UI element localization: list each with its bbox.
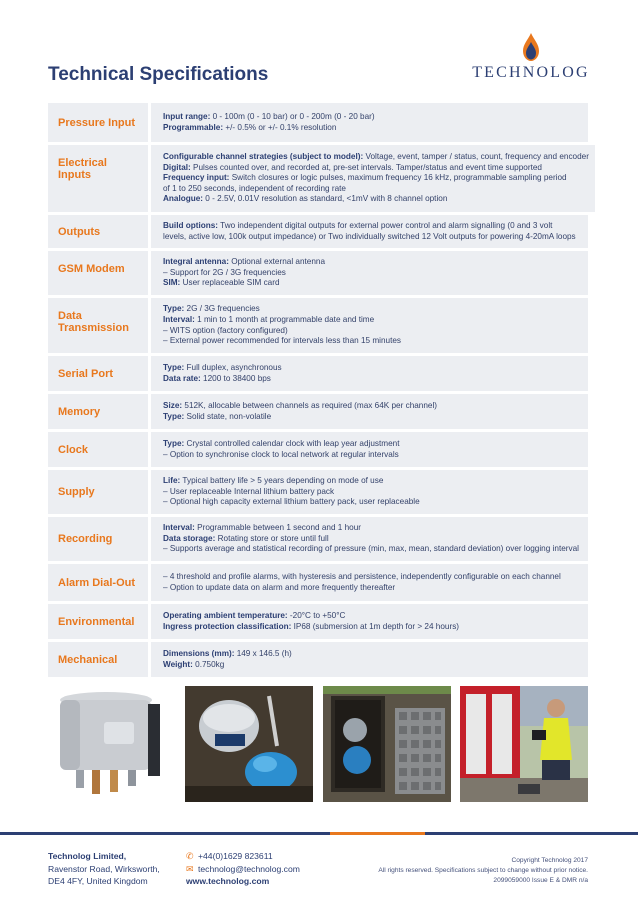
spec-label: Pressure Input [48, 103, 148, 142]
engineer-photo [460, 686, 588, 802]
spec-row [48, 394, 588, 429]
spec-label: Serial Port [48, 356, 148, 391]
phone-number[interactable]: +44(0)1629 823611 [198, 851, 273, 861]
footer-divider [0, 832, 638, 835]
spec-label: Memory [48, 394, 148, 429]
spec-row [48, 642, 588, 677]
address-line: DE4 4FY, United Kingdom [48, 876, 148, 886]
spec-label: GSM Modem [48, 251, 148, 295]
spec-content: Type: Full duplex, asynchronous Data rate: 1200 to 38400 bps [151, 356, 588, 391]
spec-row [48, 251, 588, 295]
spec-label: Supply [48, 470, 148, 514]
spec-content: Dimensions (mm): 149 x 146.5 (h) Weight: 0.750kg [151, 642, 588, 677]
logger-device-photo [48, 686, 168, 802]
page-title: Technical Specifications [48, 64, 269, 85]
flame-drop-icon [520, 32, 542, 62]
product-photos [48, 686, 588, 802]
footer-legal [378, 856, 588, 886]
technolog-logo [470, 32, 592, 84]
address-line: Ravenstor Road, Wirksworth, [48, 863, 160, 874]
spec-label: Data Transmission [48, 298, 148, 353]
footer-address [48, 850, 160, 888]
copyright: Copyright Technolog 2017 [511, 857, 588, 864]
spec-content: Integral antenna: Optional external antenna – Support for 2G / 3G frequencies SIM: User replaceable SIM card [151, 251, 588, 295]
spec-table [48, 103, 588, 680]
spec-label: Environmental [48, 604, 148, 639]
spec-row [48, 517, 588, 561]
spec-label: Electrical Inputs [48, 145, 148, 212]
spec-row [48, 432, 588, 467]
email-link[interactable]: technolog@technolog.com [198, 863, 300, 874]
spec-content: Configurable channel strategies (subject to model): Voltage, event, tamper / status, count, frequency and encoder Digital: Pulses counted over, and recorded at, pre-set intervals. Tamper/status and event time supported Frequency input: Switch closures or logic pulses, maximum frequency 16 kHz, programmable sampling period of 1 to 250 seconds, independent of recording rate Analogue: 0 - 2.5V, 0.01V resolution as standard, <1mV with 8 channel option [151, 145, 595, 212]
spec-content: – 4 threshold and profile alarms, with hysteresis and persistence, independently configurable on each channel – Option to update data on alarm and more frequently thereafter [151, 564, 588, 601]
spec-row [48, 103, 588, 142]
chamber-install-photo [185, 686, 313, 802]
spec-row [48, 356, 588, 391]
website-link[interactable]: www.technolog.com [186, 876, 270, 886]
spec-label: Outputs [48, 215, 148, 248]
spec-row [48, 604, 588, 639]
spec-label: Clock [48, 432, 148, 467]
footer-contact [186, 850, 300, 888]
spec-content: Type: 2G / 3G frequencies Interval: 1 min to 1 month at programmable date and time – WITS option (factory configured) – External power recommended for intervals less than 15 minutes [151, 298, 588, 353]
spec-row [48, 298, 588, 353]
meter-pit-photo [323, 686, 451, 802]
spec-content: Operating ambient temperature: -20°C to +50°C Ingress protection classification: IP68 (submersion at 1m depth for > 24 hours) [151, 604, 588, 639]
phone-icon: ✆ [186, 851, 194, 861]
spec-content: Input range: 0 - 100m (0 - 10 bar) or 0 - 200m (0 - 20 bar) Programmable: +/- 0.5% or +/- 0.1% resolution [151, 103, 588, 142]
spec-label: Alarm Dial-Out [48, 564, 148, 601]
spec-row [48, 470, 588, 514]
spec-row [48, 564, 588, 601]
email-icon: ✉ [186, 863, 194, 874]
company-name: Technolog Limited, [48, 851, 127, 861]
spec-row [48, 145, 588, 212]
spec-label: Mechanical [48, 642, 148, 677]
spec-content: Size: 512K, allocable between channels as required (max 64K per channel) Type: Solid state, non-volatile [151, 394, 588, 429]
spec-content: Type: Crystal controlled calendar clock with leap year adjustment – Option to synchronise clock to local network at regular intervals [151, 432, 588, 467]
footer-divider-accent [330, 832, 425, 835]
brand-wordmark: TECHNOLOG [472, 64, 590, 81]
spec-content: Life: Typical battery life > 5 years depending on mode of use – User replaceable Internal lithium battery pack – Optional high capacity external lithium battery pack, user replaceable [151, 470, 588, 514]
rights-notice: All rights reserved. Specifications subject to change without prior notice. [378, 867, 588, 874]
spec-content: Interval: Programmable between 1 second and 1 hour Data storage: Rotating store or store until full – Supports average and statistical recording of pressure (min, max, mean, standard deviation) over logging interval [151, 517, 588, 561]
spec-content: Build options: Two independent digital outputs for external power control and alarm signalling (0 and 3 volt levels, active low, 100k output impedance) or Two individually switched 12 Volt outputs for powering 4-20mA loops [151, 215, 588, 248]
spec-row [48, 215, 588, 248]
document-reference: 2099059000 Issue E & DMR n/a [493, 877, 588, 884]
spec-label: Recording [48, 517, 148, 561]
